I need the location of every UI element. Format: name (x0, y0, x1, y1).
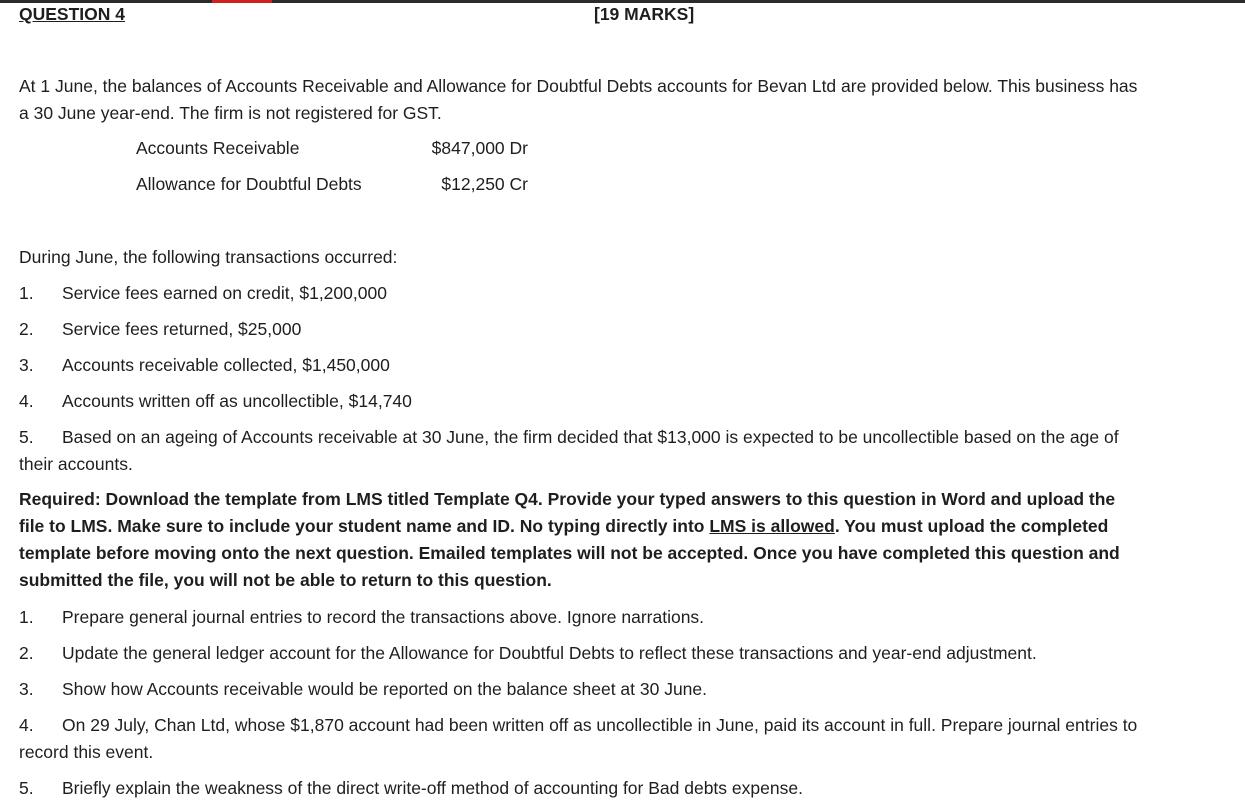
intro-line-1: At 1 June, the balances of Accounts Receivable and Allowance for Doubtful Debts accounts for Bevan Ltd are provided below. This business has (19, 76, 1138, 96)
item-text: Accounts receivable collected, $1,450,000 (62, 355, 390, 375)
transaction-item (19, 352, 1229, 379)
transaction-item (19, 316, 1229, 343)
item-number: 1. (19, 283, 34, 303)
task-item (19, 676, 1229, 703)
intro-paragraph (19, 73, 1229, 127)
item-continuation: record this event. (19, 742, 154, 762)
balance-row (136, 138, 536, 162)
required-text: file to LMS. Make sure to include your student name and ID. No typing directly into (19, 516, 710, 536)
item-number: 2. (19, 643, 34, 663)
item-number: 5. (19, 778, 34, 798)
item-continuation: their accounts. (19, 454, 133, 474)
question-marks: [19 MARKS] (594, 4, 695, 24)
transaction-item (19, 280, 1229, 307)
top-accent-bar (212, 0, 272, 3)
item-number: 3. (19, 679, 34, 699)
intro-line-2: a 30 June year-end. The firm is not registered for GST. (19, 103, 442, 123)
balance-amount: $847,000 Dr (431, 138, 528, 158)
item-text: Accounts written off as uncollectible, $14,740 (62, 391, 412, 411)
item-text: Briefly explain the weakness of the direct write-off method of accounting for Bad debts expense. (62, 778, 803, 798)
question-title: QUESTION 4 (19, 4, 125, 24)
item-number: 2. (19, 319, 34, 339)
required-text: . You must upload the completed (834, 516, 1109, 536)
required-line-1: Required: Download the template from LMS titled Template Q4. Provide your typed answers to this question in Word and upload the (19, 489, 1116, 509)
task-item (19, 604, 1229, 631)
item-text: Service fees returned, $25,000 (62, 319, 302, 339)
balance-label: Accounts Receivable (136, 138, 300, 158)
required-line-4: submitted the file, you will not be able to return to this question. (19, 570, 552, 590)
item-number: 1. (19, 607, 34, 627)
item-number: 4. (19, 391, 34, 411)
item-text: Show how Accounts receivable would be reported on the balance sheet at 30 June. (62, 679, 708, 699)
item-number: 4. (19, 715, 34, 735)
task-item (19, 640, 1229, 667)
item-text: Service fees earned on credit, $1,200,000 (62, 283, 387, 303)
required-line-3: template before moving onto the next question. Emailed templates will not be accepted. Once you have completed this question and (19, 543, 1120, 563)
item-number: 5. (19, 427, 34, 447)
transaction-item (19, 424, 1229, 478)
balance-label: Allowance for Doubtful Debts (136, 174, 362, 194)
item-number: 3. (19, 355, 34, 375)
transaction-item (19, 388, 1229, 415)
required-underlined-text: LMS is allowed (709, 516, 835, 536)
required-paragraph (19, 486, 1229, 594)
balance-row (136, 174, 536, 198)
transactions-heading: During June, the following transactions occurred: (19, 247, 398, 267)
item-text: Update the general ledger account for the Allowance for Doubtful Debts to reflect these transactions and year-end adjustment. (62, 643, 1037, 663)
top-rule (0, 0, 1245, 3)
task-item (19, 775, 1229, 802)
item-text: Prepare general journal entries to record the transactions above. Ignore narrations. (62, 607, 705, 627)
item-text: Based on an ageing of Accounts receivable at 30 June, the firm decided that $13,000 is expected to be uncollectible based on the age of (62, 427, 1119, 447)
balance-amount: $12,250 Cr (441, 174, 528, 194)
item-text: On 29 July, Chan Ltd, whose $1,870 account had been written off as uncollectible in June, paid its account in full. Prepare journal entries to (62, 715, 1138, 735)
required-line-2 (19, 513, 1229, 540)
task-item (19, 712, 1229, 766)
